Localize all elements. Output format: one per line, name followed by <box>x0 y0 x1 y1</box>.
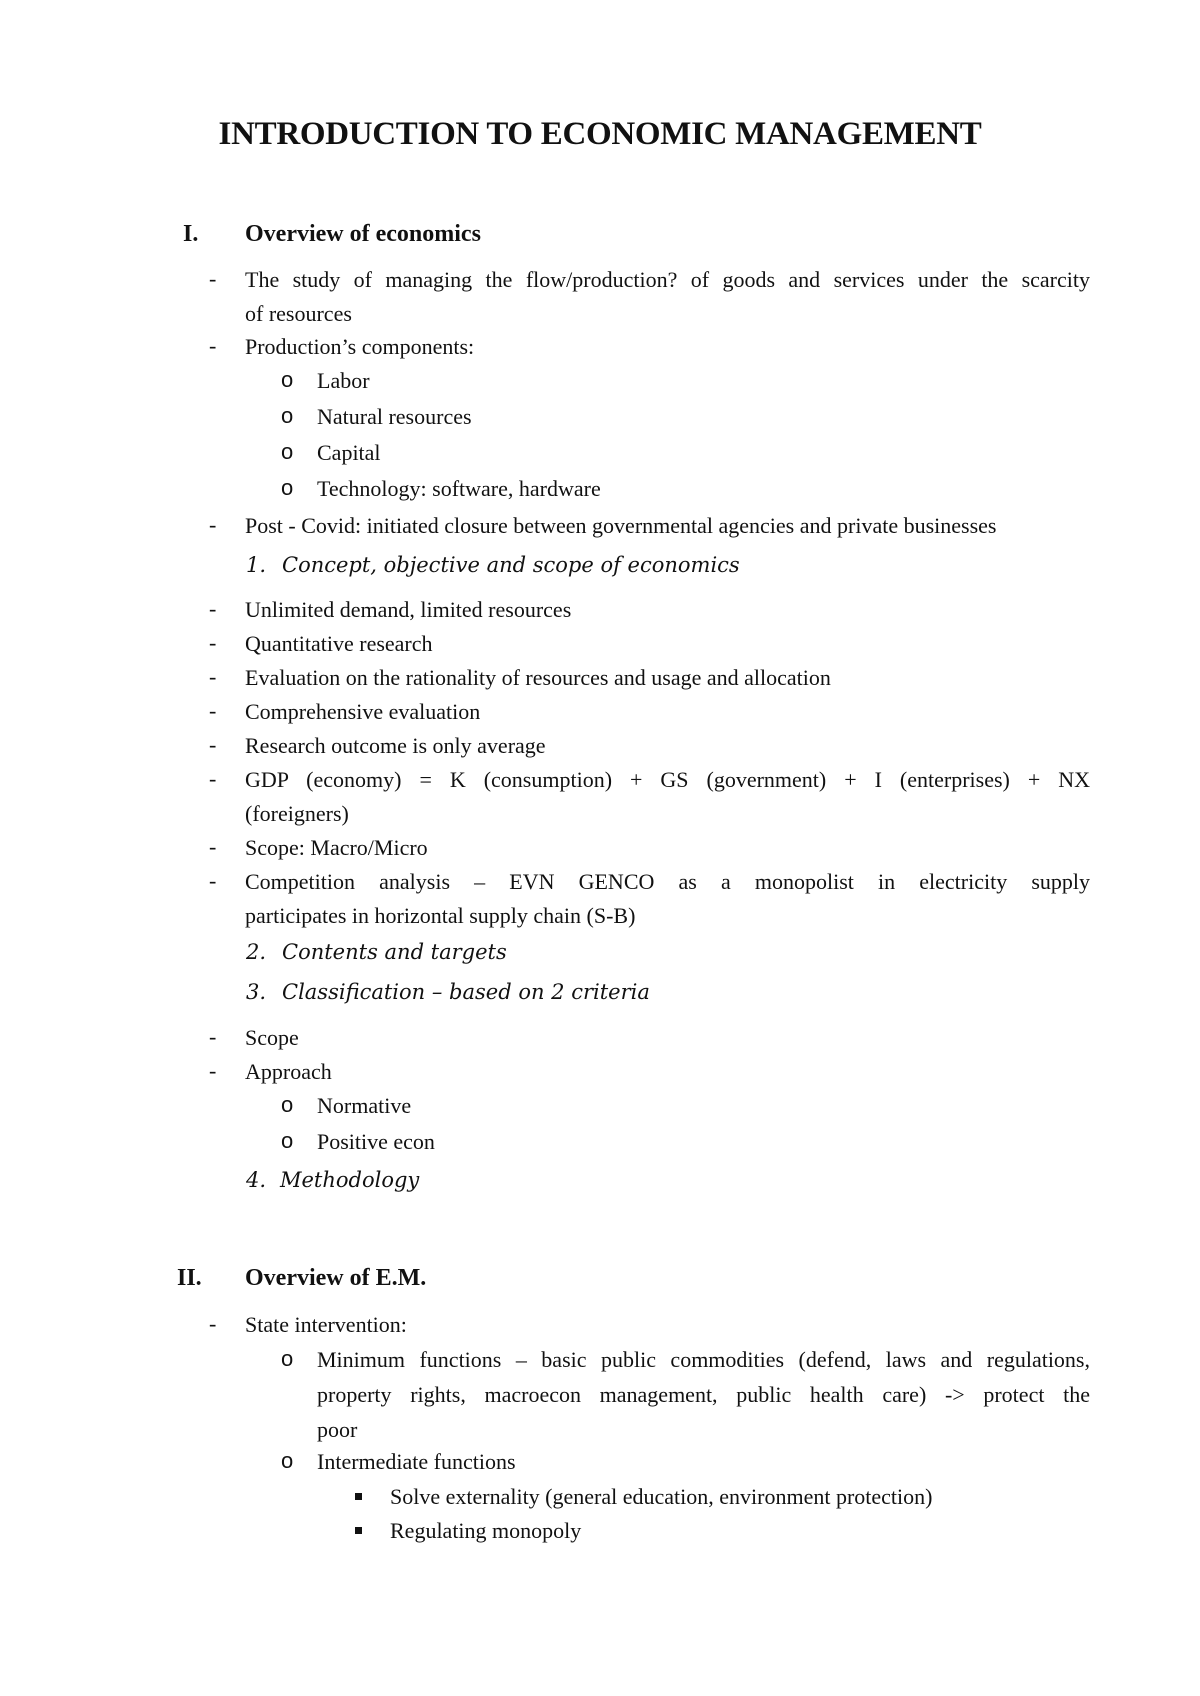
sub-list-item-continuation: property rights, macroecon management, public health care) -> protect the <box>317 1382 1090 1407</box>
circle-bullet: o <box>281 367 294 392</box>
dash-bullet: - <box>209 664 217 689</box>
sub-list-item: Minimum functions – basic public commodities (defend, laws and regulations, <box>317 1347 1090 1372</box>
dash-bullet: - <box>209 1311 217 1336</box>
list-item: Approach <box>245 1059 332 1084</box>
subsection-number: 1. <box>246 553 267 577</box>
sub-list-item: Natural resources <box>317 404 472 429</box>
list-item: Evaluation on the rationality of resources and usage and allocation <box>245 665 831 690</box>
section-number: II. <box>177 1265 202 1291</box>
dash-bullet: - <box>209 630 217 655</box>
list-item: State intervention: <box>245 1312 407 1337</box>
list-item: Comprehensive evaluation <box>245 699 481 724</box>
dash-bullet: - <box>209 868 217 893</box>
circle-bullet: o <box>281 403 294 428</box>
list-item-continuation: participates in horizontal supply chain (S-B) <box>245 903 636 928</box>
sub-list-item: Labor <box>317 368 370 393</box>
list-item: Competition analysis – EVN GENCO as a monopolist in electricity supply <box>245 869 1090 894</box>
sub-list-item: Normative <box>317 1093 412 1118</box>
list-item-continuation: of resources <box>245 301 352 326</box>
list-item: Production’s components: <box>245 334 475 359</box>
section-number: I. <box>183 221 199 247</box>
sub-sub-list-item: Solve externality (general education, environment protection) <box>390 1484 933 1509</box>
list-item: Unlimited demand, limited resources <box>245 597 572 622</box>
sub-sub-list-item: Regulating monopoly <box>390 1518 582 1543</box>
subsection-heading: Concept, objective and scope of economics <box>282 553 740 577</box>
list-item-continuation: (foreigners) <box>245 801 349 826</box>
sub-list-item-continuation: poor <box>317 1417 358 1442</box>
dash-bullet: - <box>209 512 217 537</box>
list-item: Scope: Macro/Micro <box>245 835 428 860</box>
sub-list-item: Intermediate functions <box>317 1449 516 1474</box>
section-heading: Overview of economics <box>245 221 481 247</box>
subsection-number: 4. <box>246 1168 267 1192</box>
list-item: The study of managing the flow/production? of goods and services under the scarcity <box>245 267 1090 292</box>
dash-bullet: - <box>209 698 217 723</box>
dash-bullet: - <box>209 333 217 358</box>
dash-bullet: - <box>209 834 217 859</box>
circle-bullet: o <box>281 1448 294 1473</box>
subsection-number: 2. <box>246 940 267 964</box>
sub-list-item: Positive econ <box>317 1129 435 1154</box>
dash-bullet: - <box>209 732 217 757</box>
circle-bullet: o <box>281 1346 294 1371</box>
list-item: Research outcome is only average <box>245 733 546 758</box>
circle-bullet: o <box>281 475 294 500</box>
dash-bullet: - <box>209 1024 217 1049</box>
circle-bullet: o <box>281 439 294 464</box>
dash-bullet: - <box>209 266 217 291</box>
document-title: INTRODUCTION TO ECONOMIC MANAGEMENT <box>218 116 982 152</box>
list-item: Post - Covid: initiated closure between governmental agencies and private businesses <box>245 513 997 538</box>
dash-bullet: - <box>209 596 217 621</box>
subsection-number: 3. <box>246 980 267 1004</box>
subsection-heading: Classification – based on 2 criteria <box>282 980 650 1004</box>
square-bullet-icon <box>355 1493 362 1500</box>
list-item: Scope <box>245 1025 299 1050</box>
subsection-heading: Methodology <box>280 1168 420 1192</box>
list-item: GDP (economy) = K (consumption) + GS (government) + I (enterprises) + NX <box>245 767 1090 792</box>
square-bullet-icon <box>355 1527 362 1534</box>
sub-list-item: Capital <box>317 440 381 465</box>
circle-bullet: o <box>281 1128 294 1153</box>
dash-bullet: - <box>209 766 217 791</box>
circle-bullet: o <box>281 1092 294 1117</box>
list-item: Quantitative research <box>245 631 433 656</box>
section-heading: Overview of E.M. <box>245 1265 427 1291</box>
dash-bullet: - <box>209 1058 217 1083</box>
sub-list-item: Technology: software, hardware <box>317 476 601 501</box>
subsection-heading: Contents and targets <box>282 940 507 964</box>
